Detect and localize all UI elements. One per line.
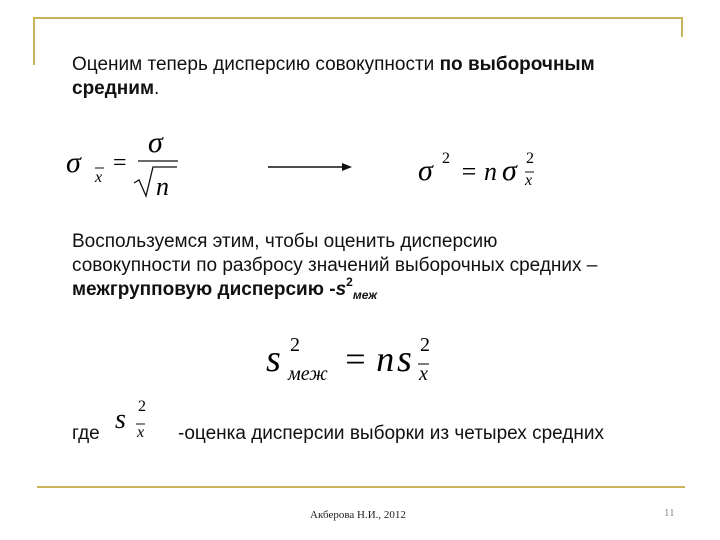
para2-sup: 2 (346, 275, 353, 289)
formula2-sigma-rhs: σ (502, 154, 517, 187)
para2 (72, 230, 692, 303)
bottom-s: s (115, 404, 126, 435)
formula3-sup: 2 (290, 334, 300, 356)
para2-sub: меж (352, 288, 378, 302)
formula2-sub: x (525, 172, 533, 189)
footer-page-number: 11 (664, 507, 675, 519)
formula1-denominator: n (156, 172, 169, 201)
bottom-desc: -оценка дисперсии выборки из четырех средних (178, 423, 604, 444)
formula3-sup-rhs: 2 (420, 334, 430, 356)
formula3-s-rhs: s (397, 338, 412, 380)
para2-s: s (335, 279, 347, 300)
intro-end: . (154, 78, 160, 99)
para2-line2: совокупности по разбросу значений выборочных средних – (72, 255, 598, 276)
formula2-sup: 2 (442, 150, 450, 167)
para2-line3 (72, 275, 692, 303)
formula2-sup-rhs: 2 (526, 150, 534, 167)
formula3-sub-rhs: x (419, 363, 428, 385)
formula3-s: s (266, 338, 281, 380)
formula1-sub: x (95, 169, 103, 186)
footer-author: Акберова Н.И., 2012 (310, 509, 406, 521)
formula3-equals-n: = n (343, 339, 395, 379)
intro-text: Оценим теперь дисперсию совокупности (72, 54, 440, 75)
formula1-equals: = (113, 150, 127, 176)
para2-line3-text: межгрупповую дисперсию - (72, 279, 336, 300)
para2-line1: Воспользуемся этим, чтобы оценить дисперсию (72, 231, 498, 252)
bottom-sub: x (137, 424, 145, 441)
formula3-sub: меж (288, 363, 328, 385)
arrow-head (342, 163, 352, 171)
bottom-where: где (72, 423, 100, 444)
bottom-sup: 2 (138, 398, 146, 415)
intro-bold-1: по выборочным (439, 54, 595, 75)
formula2-equals-n: = n (460, 157, 498, 186)
formula1-sigma: σ (66, 146, 81, 179)
intro-bold-2: средним (72, 78, 155, 99)
formula1-numerator: σ (148, 126, 163, 159)
formula2-sigma: σ (418, 154, 433, 187)
